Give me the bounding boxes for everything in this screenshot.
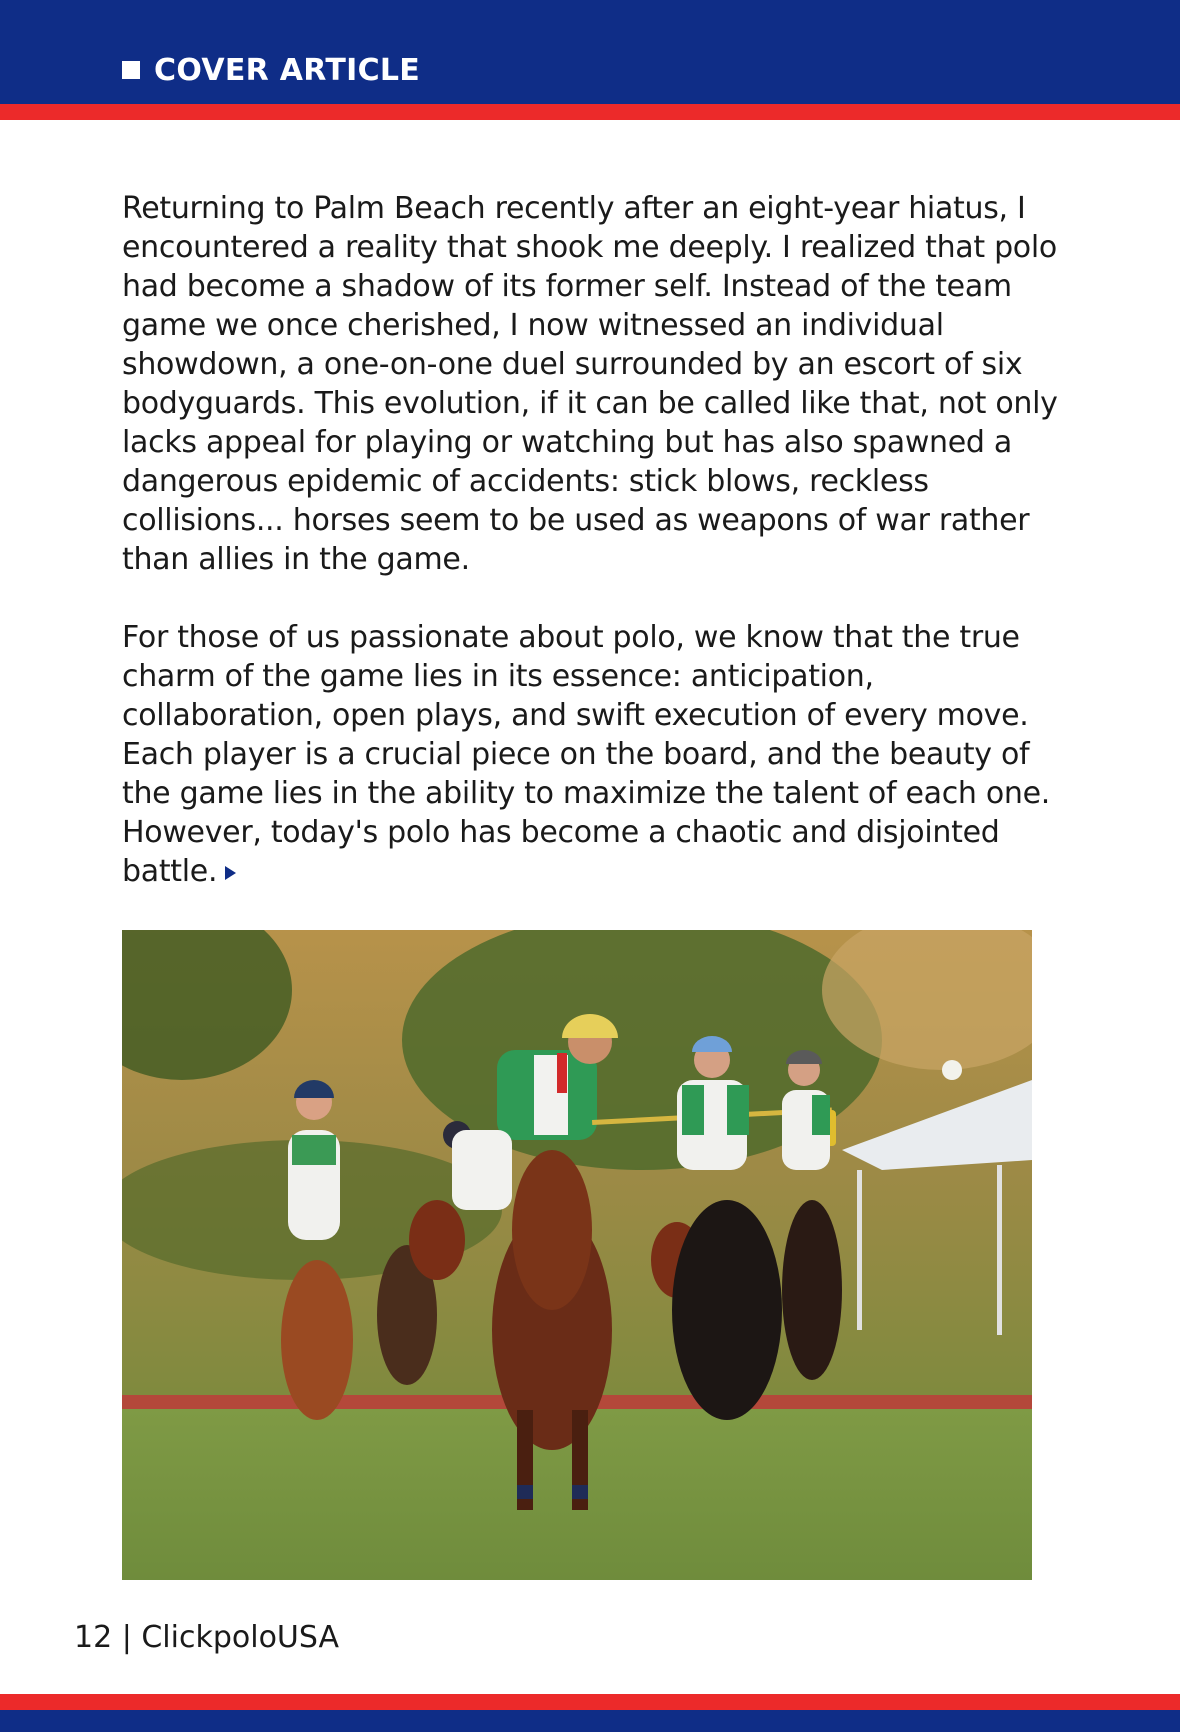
article-paragraph [122, 618, 1082, 891]
page-footer: 12 | ClickpoloUSA [74, 1620, 340, 1655]
header-stripe [0, 104, 1180, 120]
polo-photo [122, 930, 1032, 1580]
play-arrow-icon[interactable] [225, 866, 236, 880]
article-paragraph: Returning to Palm Beach recently after an eight-year hiatus, I encountered a reality that shook me deeply. I realized that polo had become a shadow of its former self. Instead of the team game we once cherished, I now witnessed an individual showdown, a one-on-one duel surrounded by an escort of six bodyguards. This evolution, if it can be called like that, not only lacks appeal for playing or watching but has also spawned a dangerous epidemic of accidents: stick blows, reckless collisions... horses seem to be used as weapons of war rather than allies in the game. [122, 191, 1058, 577]
section-label [122, 48, 420, 92]
footer-stripe [0, 1694, 1180, 1710]
article-body [122, 189, 1082, 930]
square-icon [122, 61, 140, 79]
footer-band [0, 1710, 1180, 1732]
section-label-text: COVER ARTICLE [154, 52, 421, 88]
article-paragraph-text: For those of us passionate about polo, we know that the true charm of the game lies in its essence: anticipation, collaboration, open plays, and swift execution of every move. Each player is a crucial piece on the board, and the beauty of the game lies in the ability to maximize the talent of each one. However, today's polo has become a chaotic and disjointed battle. [122, 620, 1051, 889]
